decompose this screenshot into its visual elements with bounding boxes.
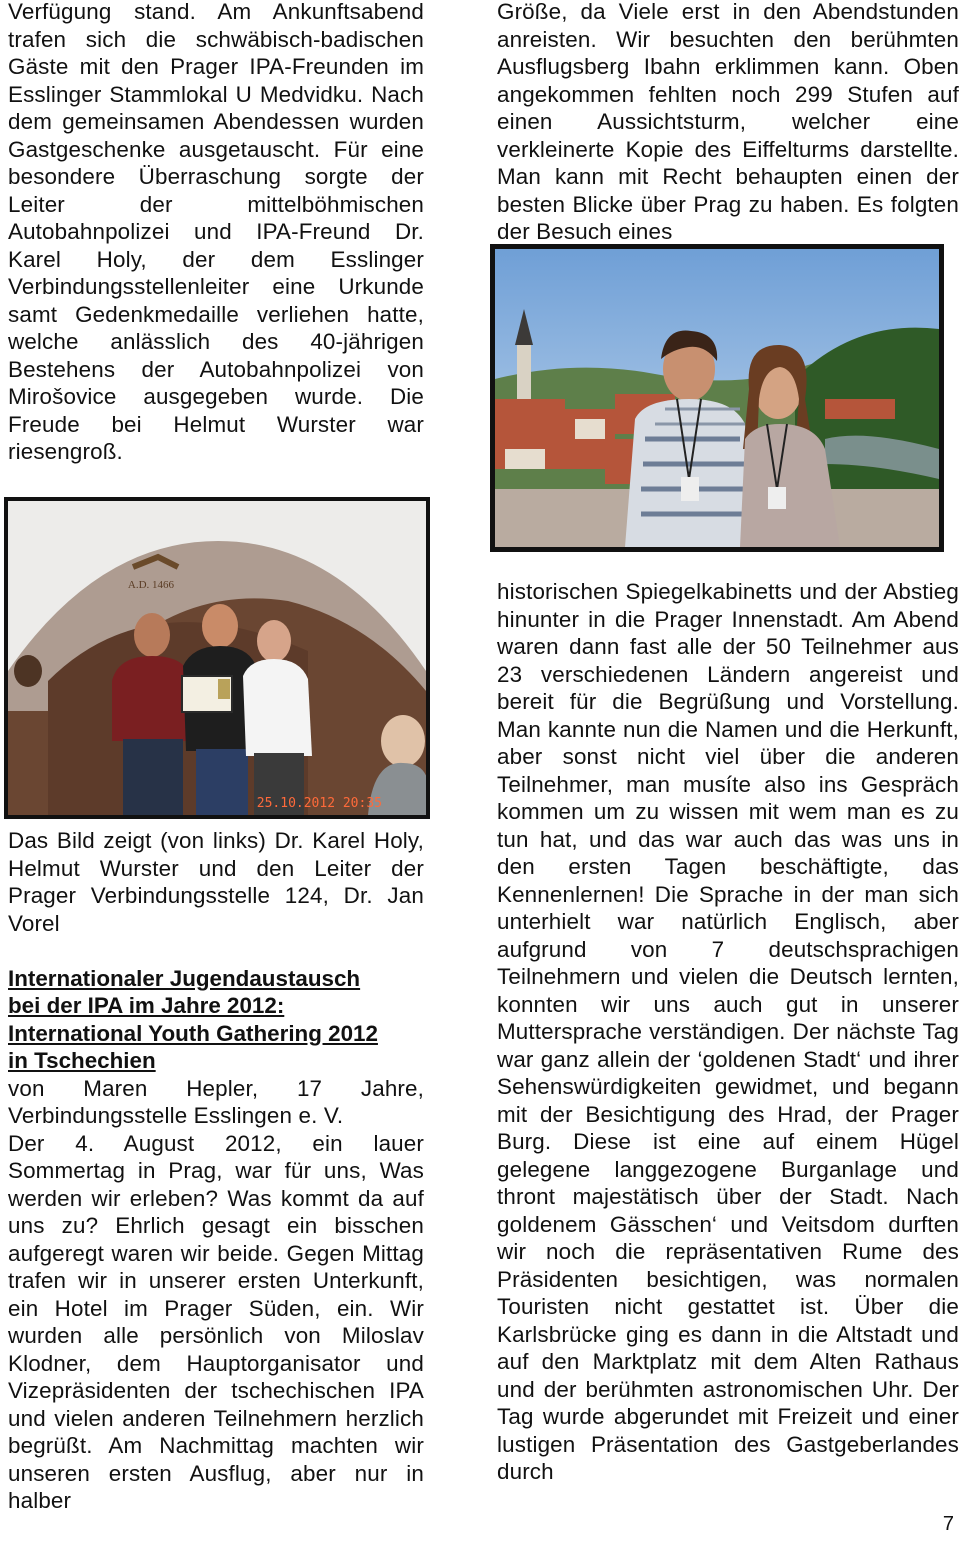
page-number: 7 xyxy=(942,1513,954,1535)
article-heading-line-4: in Tschechien xyxy=(8,1048,156,1073)
paragraph-continuation: historischen Spiegelkabinetts und der Abstieg hinunter in die Prager Innenstadt. Am Abend waren dann fast alle der 50 Teilnehmer aus 23 verschiedenen Ländern angereist und bereit für die Begrüßung und Vorstellung. Man kannte nun die Namen und die Herkunft, aber sonst nicht viel über die anderen Teilnehmer, man musíte also ins Gespräch kommen um zu wissen mit wem man es zu tun hat, und das war auch das was uns in den ersten Tagen beschäftigte, das Kennenlernen! Die Sprache in der man sich unterhielt war natürlich Englisch, aber aufgrund von 7 deutschsprachigen Teilnehmern und vielen die Deutsch lernten, konnten wir uns auch gut in unserer Muttersprache verständigen. Der nächste Tag war ganz allein der ‘goldenen Stadt‘ und ihrer Sehenswürdigkeiten gewidmet, und begann mit der Besichtigung des Hrad, der Prager Burg. Diese ist eine auf einem Hügel gelegene langgezogene Burganlage und thront majestätisch über der Stadt. Nach goldenem Gässchen‘ und Veitsdom durften wir noch die repräsentativen Rume des Präsidenten besichtigen, was normalen Touristen nicht gestattet ist. Über die Karlsbrücke ging es dann in die Altstadt und auf den Marktplatz mit dem Alten Rathaus und der berühmten astronomischen Uhr. Der Tag wurde abgerundet mit Freizeit und einer lustigen Präsentation des Gastgeberlandes durch xyxy=(497,579,959,1484)
right-column-top xyxy=(497,0,959,246)
photo-caption: Das Bild zeigt (von links) Dr. Karel Holy, Helmut Wurster und den Leiter der Prager Verbindungsstelle 124, Dr. Jan Vorel xyxy=(8,828,424,936)
paragraph-ausflugsberg: Größe, da Viele erst in den Abendstunden anreisten. Wir besuchten den berühmten Ausflugsberg Ibahn erklimmen kann. Oben angekommen fehlten noch 299 Stufen auf einen Aussichtsturm, welcher eine verkleinerte Kopie des Eiffelturms darstellte. Man kann mit Recht behaupten einen der besten Blicke über Prag zu haben. Es folgten der Besuch eines xyxy=(497,0,959,244)
left-column-top xyxy=(8,0,424,466)
article-heading-line-2: bei der IPA im Jahre 2012: xyxy=(8,993,285,1018)
right-column-bottom xyxy=(497,578,959,1486)
paragraph-ankunftsabend: Verfügung stand. Am Ankunftsabend trafen sich die schwäbisch-badischen Gäste mit den Prager IPA-Freunden im Esslinger Stammlokal U Medvidku. Nach dem gemeinsamen Abendessen wurden Gastgeschenke ausgetauscht. Für eine besondere Überraschung sorgte der Leiter der mittelböhmischen Autobahnpolizei und IPA-Freund Dr. Karel Holy, der dem Esslinger Verbindungsstellenleiter eine Urkunde samt Gedenkmedaille verliehen hatte, welche anlässlich des 40-jährigen Bestehens der Autobahnpolizei von Mirošovice ausgegeben wurde. Die Freude bei Helmut Wurster war riesengroß. xyxy=(8,0,424,464)
article-byline: von Maren Hepler, 17 Jahre, Verbindungsstelle Esslingen e. V. xyxy=(8,1075,424,1128)
photo-certificate-presentation xyxy=(4,497,430,819)
photo-youth-lookout xyxy=(490,244,944,552)
sign-text: A.D. 1466 xyxy=(127,579,175,591)
photo-certificate-image xyxy=(8,501,426,815)
article-heading-line-1: Internationaler Jugendaustausch xyxy=(8,965,361,991)
article-heading-line-3: International Youth Gathering 2012 xyxy=(8,1020,378,1046)
article-body: Der 4. August 2012, ein lauer Sommertag in Prag, war für uns, Was werden wir erleben? Was kommt da auf uns zu? Ehrlich gesagt ein bisschen aufgeregt waren wir beide. Gegen Mittag trafen wir in unserer ersten Unterkunft, ein Hotel im Prager Süden, ein. Wir wurden alle persönlich von Miloslav Klodner, dem Hauptorganisator und Vizepräsidenten der tschechischen IPA und vielen anderen Teilnehmern herzlich begrüßt. Am Nachmittag machten wir unseren ersten Ausflug, aber nur in halber xyxy=(8,1130,424,1513)
photo-youth-lookout-image xyxy=(495,249,939,547)
left-column-bottom xyxy=(8,827,424,1515)
photo-timestamp: 25.10.2012 20:35 xyxy=(256,796,382,811)
